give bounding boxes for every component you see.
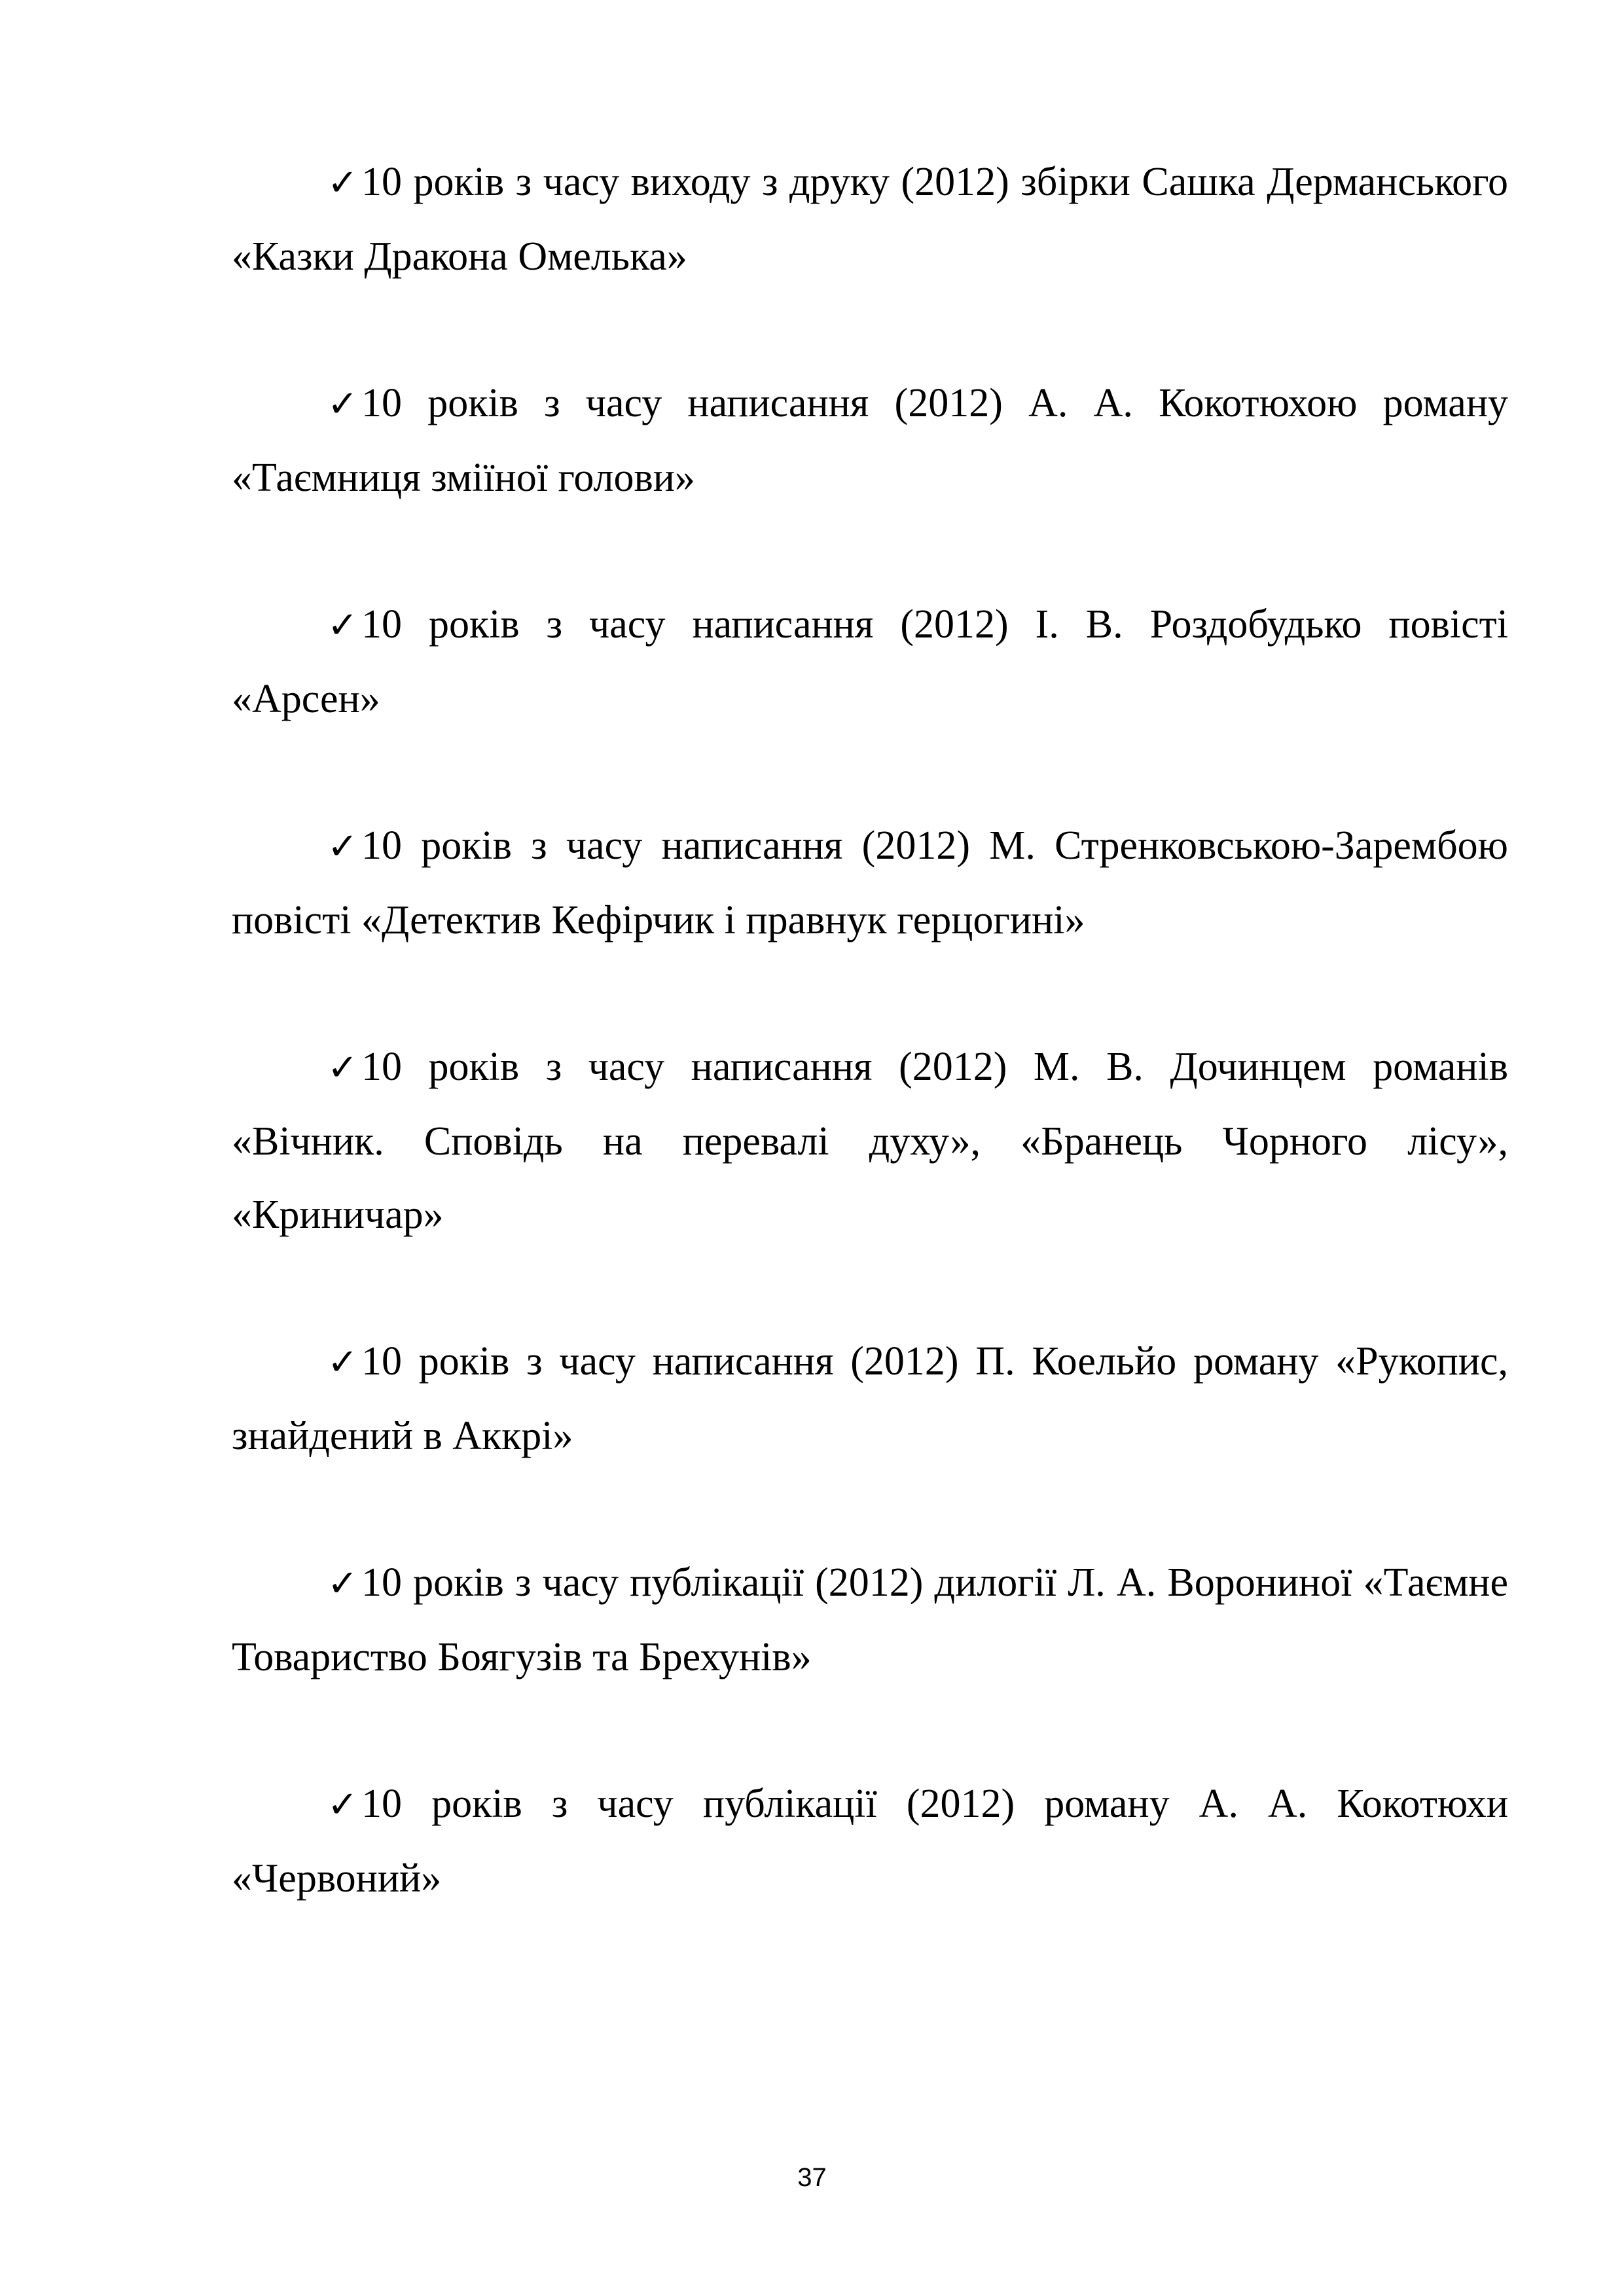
list-item-text: 10 років з часу написання (2012) М. В. Дочинцем романів «Вічник. Сповідь на перевалі духу», «Бранець Чорного лісу», «Криничар» xyxy=(232,1045,1508,1237)
checkmark-icon: ✓ xyxy=(327,383,358,425)
list-item-text: 10 років з часу написання (2012) М. Стренковською-Зарембою повісті «Детектив Кефірчик і правнук герцогині» xyxy=(232,823,1508,942)
anniversary-list xyxy=(232,145,1508,1988)
list-item xyxy=(232,809,1508,957)
checkmark-icon: ✓ xyxy=(327,1784,358,1826)
page-number: 37 xyxy=(797,2163,827,2192)
list-item xyxy=(232,588,1508,736)
checkmark-icon: ✓ xyxy=(327,604,358,647)
list-item xyxy=(232,1546,1508,1694)
checkmark-icon: ✓ xyxy=(327,825,358,868)
checkmark-icon: ✓ xyxy=(327,1562,358,1605)
list-item xyxy=(232,1030,1508,1251)
list-item xyxy=(232,145,1508,293)
list-item-text: 10 років з часу виходу з друку (2012) збірки Сашка Дерманського «Казки Дракона Омелька» xyxy=(232,160,1508,279)
list-item-text: 10 років з часу публікації (2012) дилогії Л. А. Ворониної «Таємне Товариство Боягузів та Брехунів» xyxy=(232,1560,1508,1679)
list-item-text: 10 років з часу написання (2012) А. А. Кокотюхою роману «Таємниця зміїної голови» xyxy=(232,381,1508,500)
list-item-text: 10 років з часу написання (2012) І. В. Роздобудько повісті «Арсен» xyxy=(232,602,1508,721)
checkmark-icon: ✓ xyxy=(327,162,358,204)
list-item xyxy=(232,367,1508,514)
list-item-text: 10 років з часу публікації (2012) роману А. А. Кокотюхи «Червоний» xyxy=(232,1782,1508,1901)
list-item xyxy=(232,1767,1508,1915)
list-item-text: 10 років з часу написання (2012) П. Коельйо роману «Рукопис, знайдений в Аккрі» xyxy=(232,1339,1508,1458)
checkmark-icon: ✓ xyxy=(327,1047,358,1089)
checkmark-icon: ✓ xyxy=(327,1341,358,1384)
list-item xyxy=(232,1325,1508,1473)
